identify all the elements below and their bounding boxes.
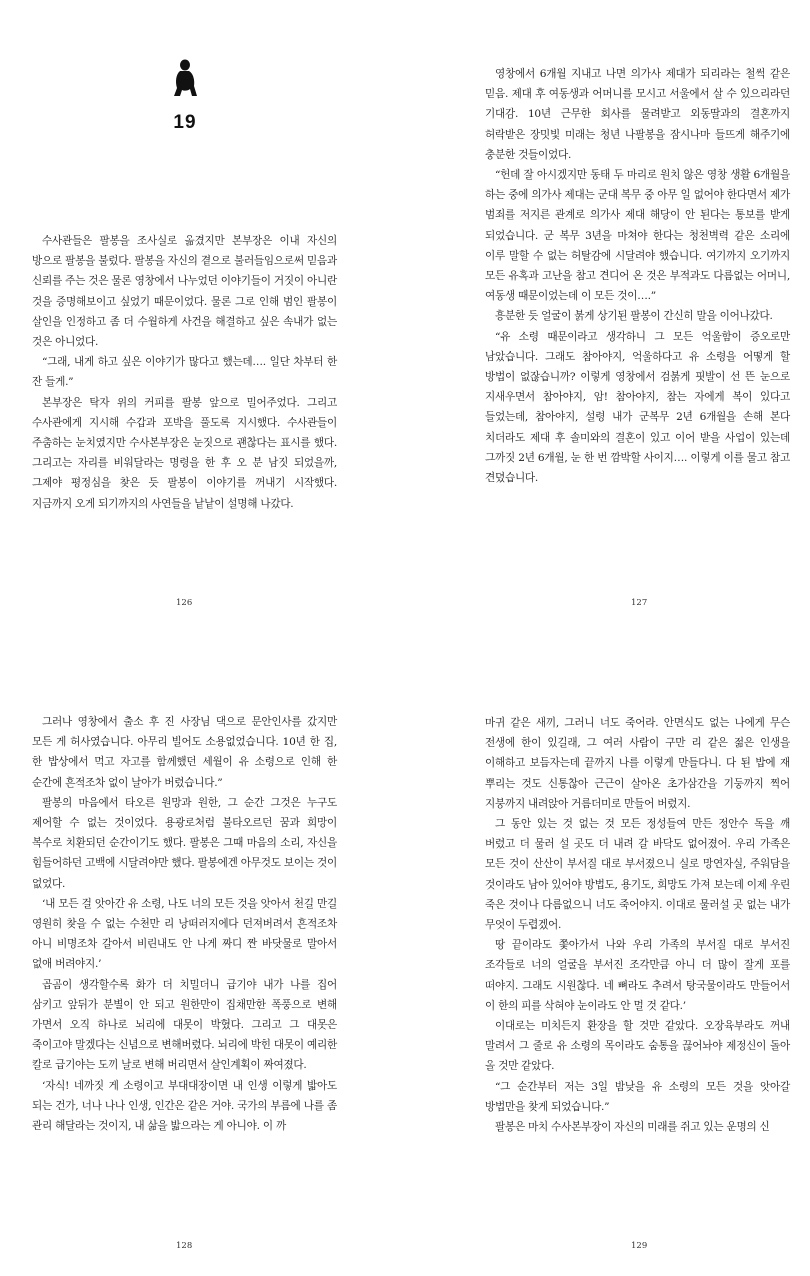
page-body xyxy=(485,713,790,1137)
paragraph: ‘내 모든 걸 앗아간 유 소령, 나도 너의 모든 것을 앗아서 천길 만길 영원히 찾을 수 없는 수천만 리 낭떠러지에다 던져버려서 흔적조차 아니 비명조차 갈아서 비린내도 안 나게 짜디 짠 바닷물로 말아서 없애 버려야지.’ xyxy=(32,897,337,971)
page-number: 127 xyxy=(631,598,648,608)
paragraph: “헌데 잘 아시겠지만 동태 두 마리로 원치 않은 영창 생활 6개월을 하는 중에 의가사 제대는 군대 복무 중 아무 일 없어야 한다면서 제가 범죄를 저지른 관계로 의가사 제대 해당이 안 된다는 통보를 받게 되었습니다. 군 복무 3년을 마쳐야 한다는 청천벽력 같은 소리에 이루 말할 수 없는 허탈감에 시달려야 했습니다. 여기까지 오기까지 모든 유혹과 고난을 참고 견디어 온 것은 부적과도 다름없는 어머니, 여동생 때문이었는데 이 모든 것이….” xyxy=(485,169,790,303)
page-126 xyxy=(0,0,405,638)
chapter-heading xyxy=(0,58,370,134)
paragraph: 수사관들은 팔봉을 조사실로 옮겼지만 본부장은 이내 자신의 방으로 팔봉을 불렀다. 팔봉을 자신의 곁으로 불러들임으로써 믿음과 신뢰를 주는 것은 물론 영창에서 나누었던 이야기들이 거짓이 아니란 것을 증명해보이고 싶었기 때문이었다. 물론 그로 인해 범인 팔봉이 살인을 인정하고 좀 더 수월하게 사건을 해결하고 싶은 속내가 없는 것은 아니었다. xyxy=(32,235,337,349)
page-128 xyxy=(0,638,405,1276)
paragraph: 마귀 같은 새끼, 그러니 너도 죽어라. 안면식도 없는 나에게 무슨 전생에 한이 있길래, 그 여러 사람이 구만 리 같은 젊은 인생을 이해하고 보듬자는데 끝까지 나를 이렇게 만들다니. 다 된 밥에 재 뿌리는 것도 신통찮아 근근이 살아온 초가삼간을 기둥까지 찍어 지붕까지 내려앉아 거름더미로 만들어 버렸지. xyxy=(485,717,790,810)
page-body xyxy=(32,712,337,1136)
paragraph: 본부장은 탁자 위의 커피를 팔봉 앞으로 밀어주었다. 그리고 수사관에게 지시해 수갑과 포박을 풀도록 지시했다. 수사관들이 주춤하는 눈치였지만 수사본부장은 눈짓으로 괜찮다는 표시를 했다. 그리고는 자리를 비워달라는 명령을 한 후 오 분 남짓 되었을까, 그제야 평정심을 찾은 듯 팔봉이 이야기를 꺼내기 시작했다. 지금까지 오게 되기까지의 사연들을 낱낱이 설명해 나갔다. xyxy=(32,396,337,510)
paragraph: “그래, 내게 하고 싶은 이야기가 많다고 했는데…. 일단 차부터 한 잔 들게.” xyxy=(32,356,337,389)
sitting-figure-icon xyxy=(171,58,199,98)
paragraph: 그러나 영창에서 출소 후 진 사장님 댁으로 문안인사를 갔지만 모든 게 허사였습니다. 아무리 빌어도 소용없었습니다. 10년 한 집, 한 밥상에서 먹고 자고를 함께했던 세월이 유 소령으로 인해 한 순간에 흔적조차 없이 날아가 버렸습니다.” xyxy=(32,716,337,789)
page-129 xyxy=(405,638,810,1276)
chapter-number: 19 xyxy=(173,112,197,133)
paragraph: 이대로는 미치든지 환장을 할 것만 같았다. 오장육부라도 꺼내 말려서 그 줄로 유 소령의 목이라도 숨통을 끊어놔야 제정신이 돌아 올 것만 같았다. xyxy=(485,1020,790,1073)
page-number: 126 xyxy=(176,598,193,608)
paragraph: “그 순간부터 저는 3일 밤낮을 유 소령의 모든 것을 앗아갈 방법만을 찾게 되었습니다.” xyxy=(485,1080,790,1113)
paragraph: 팔봉은 마치 수사본부장이 자신의 미래를 쥐고 있는 운명의 신 xyxy=(495,1121,770,1134)
page-number: 128 xyxy=(176,1241,193,1251)
paragraph: 흥분한 듯 얼굴이 붉게 상기된 팔봉이 간신히 말을 이어나갔다. xyxy=(495,310,773,323)
paragraph: 그 동안 있는 것 없는 것 모든 정성들여 만든 정안수 독을 깨 버렸고 더 물러 설 곳도 더 내려 갈 바닥도 없어졌어. 우리 가족은 모든 것이 산산이 부서질 대로 부서졌으니 실로 망연자실, 주워담을 것이라도 남아 있어야 방법도, 용기도, 희망도 가져 보는데 이제 우린 죽은 것이나 다름없으니 너도 죽어야지. 이대로 물러설 곳 없는 내가 무엇이 두렵겠어. xyxy=(485,818,790,932)
paragraph: 영창에서 6개월 지내고 나면 의가사 제대가 되리라는 철썩 같은 믿음. 제대 후 여동생과 어머니를 모시고 서울에서 살 수 있으리라던 기대감. 10년 근무한 회사를 물려받고 외동딸과의 결혼까지 허락받은 장밋빛 미래는 청년 나팔봉을 잠시나마 들뜨게 해주기에 충분한 것들이었다. xyxy=(485,68,790,161)
page-body xyxy=(485,64,790,488)
paragraph: 곱곰이 생각할수록 화가 더 치밀더니 급기야 내가 나를 집어 삼키고 앞뒤가 분별이 안 되고 원한만이 집채만한 폭풍으로 변해 가면서 오직 하나로 뇌리에 대못이 박혔다. 그리고 그 대못은 죽이고야 말겠다는 신념으로 변해버렸다. 뇌리에 박힌 대못이 예리한 칼로 급기야는 도끼 날로 변해 버리면서 살인계획이 짜여졌다. xyxy=(32,978,337,1072)
paragraph: ‘자식! 네까짓 게 소령이고 부대대장이면 내 인생 이렇게 밟아도 되는 건가, 너나 나나 인생, 인간은 같은 거야. 국가의 부름에 나를 좀 관리 해달라는 것이지, 내 삶을 밟으라는 게 아니야. 이 까 xyxy=(32,1079,337,1133)
page-127 xyxy=(405,0,810,638)
page-number: 129 xyxy=(631,1241,648,1251)
paragraph: 땅 끝이라도 쫓아가서 나와 우리 가족의 부서질 대로 부서진 조각들로 너의 얼굴을 부서진 조각만큼 아니 더 많이 잘게 포를 떠야지. 그래도 시원찮다. 네 뼈라도 추려서 탕국물이라도 만들어서 이 한의 피를 삭혀야 눈이라도 안 멀 것 같다.’ xyxy=(485,939,790,1012)
paragraph: 팔봉의 마음에서 타오른 원망과 원한, 그 순간 그것은 누구도 제어할 수 없는 것이었다. 용광로처럼 불타오르던 꿈과 희망이 복수로 치환되던 순간이기도 했다. 팔봉은 그때 마음의 소리, 자신을 힘들어하던 고백에 시달려야만 했다. 팔봉에겐 아무것도 보이는 것이 없었다. xyxy=(32,796,337,890)
page-body xyxy=(32,231,337,514)
paragraph: “유 소령 때문이라고 생각하니 그 모든 억울함이 증오로만 남았습니다. 그래도 참아야지, 억울하다고 유 소령을 어떻게 할 방법이 없잖습니까? 이렇게 영창에서 검붉게 핏발이 선 뜬 눈으로 지새우면서 참아야지, 암! 참아야지, 참는 자에게 복이 있다고 들었는데, 참아야지, 설령 내가 군복무 2년 6개월을 손해 본다 치더라도 제대 후 솔미와의 결혼이 있고 이어 받을 사업이 있는데 그까짓 2년 6개월, 눈 한 번 깜박할 사이지…. 이렇게 이를 물고 참고 견뎠습니다. xyxy=(485,330,790,485)
